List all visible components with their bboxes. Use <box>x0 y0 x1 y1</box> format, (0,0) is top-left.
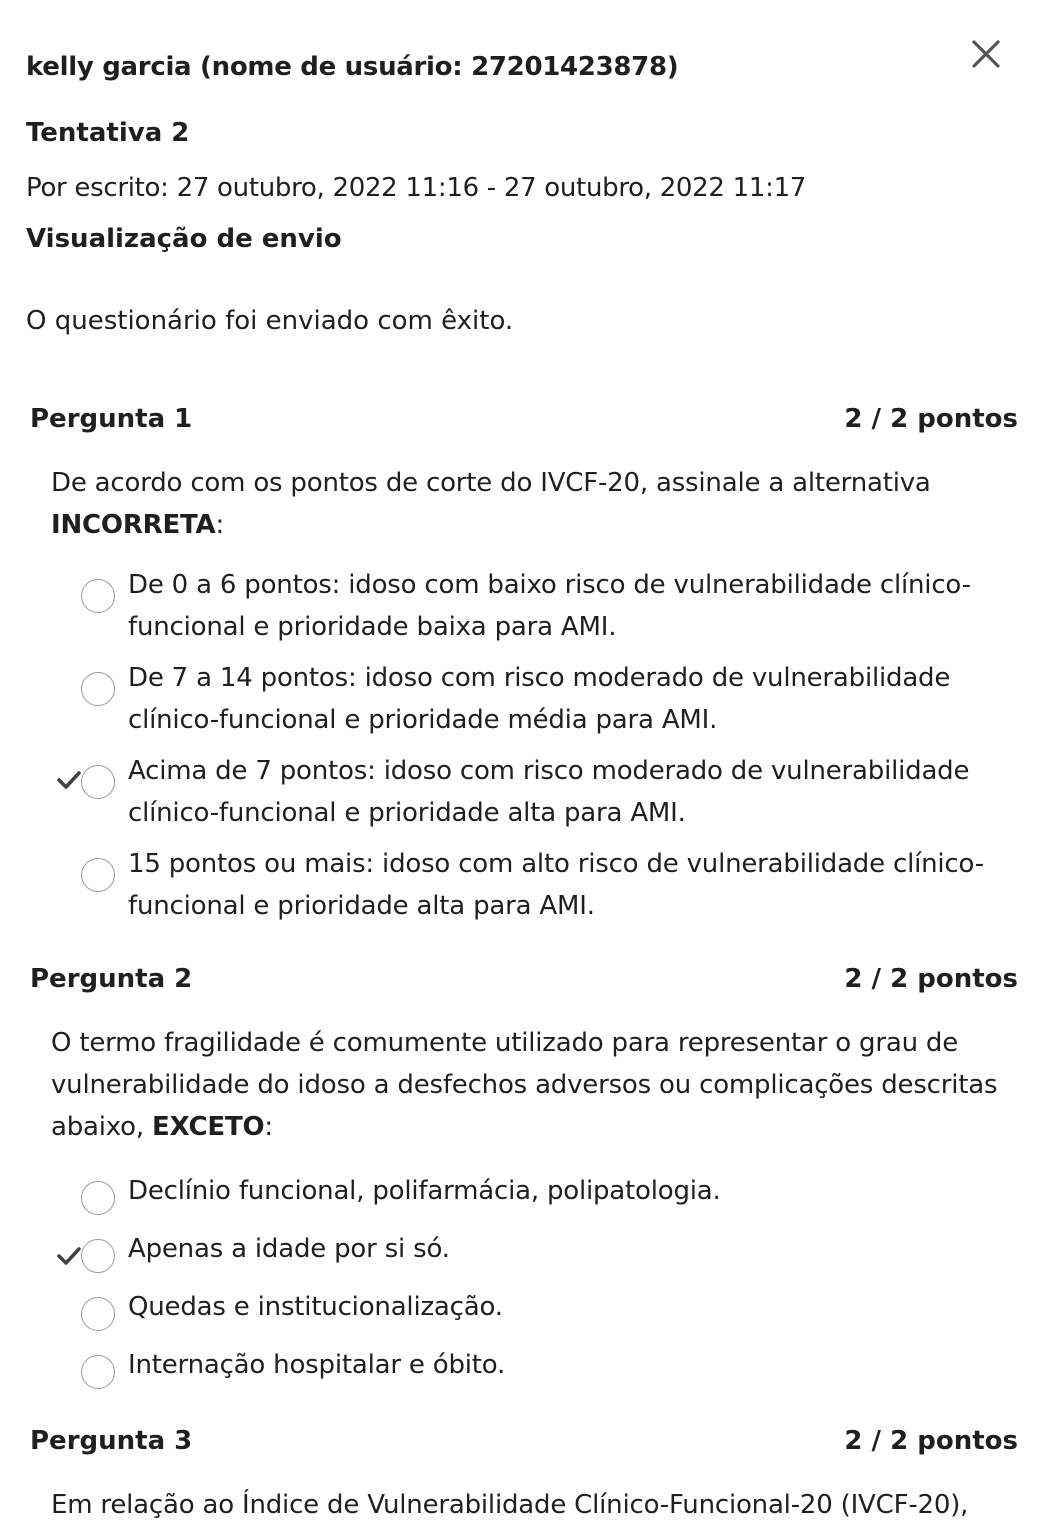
option-label: Quedas e institucionalização. <box>128 1292 503 1322</box>
question-header <box>30 404 1018 434</box>
question-text: Em relação ao Índice de Vulnerabilidade Clínico-Funcional-20 (IVCF-20), <box>51 1490 969 1520</box>
answer-option[interactable] <box>52 1286 1002 1336</box>
radio-button[interactable] <box>81 858 115 892</box>
close-icon <box>962 30 1010 78</box>
radio-button[interactable] <box>81 765 115 799</box>
checkmark-icon <box>56 770 82 790</box>
question-title: Pergunta 3 <box>30 1426 193 1456</box>
answer-option[interactable] <box>52 1344 1002 1394</box>
submission-time: Por escrito: 27 outubro, 2022 11:16 - 27 outubro, 2022 11:17 <box>26 173 807 203</box>
option-label: Acima de 7 pontos: idoso com risco moderado de vulnerabilidade clínico-funcional e prioridade alta para AMI. <box>128 756 970 828</box>
question-emphasis: INCORRETA <box>51 510 216 540</box>
radio-button[interactable] <box>81 579 115 613</box>
radio-button[interactable] <box>81 1355 115 1389</box>
radio-button[interactable] <box>81 1297 115 1331</box>
radio-button[interactable] <box>81 672 115 706</box>
answer-option[interactable] <box>52 1228 1002 1278</box>
question-score: 2 / 2 pontos <box>844 1426 1018 1456</box>
checkmark-icon <box>56 1246 82 1266</box>
success-message: O questionário foi enviado com êxito. <box>26 306 514 336</box>
option-label: Apenas a idade por si só. <box>128 1234 450 1264</box>
option-label: De 0 a 6 pontos: idoso com baixo risco de vulnerabilidade clínico-funcional e prioridade baixa para AMI. <box>128 570 971 642</box>
option-label: 15 pontos ou mais: idoso com alto risco de vulnerabilidade clínico-funcional e prioridade alta para AMI. <box>128 849 984 921</box>
question-title: Pergunta 2 <box>30 964 193 994</box>
question-header <box>30 964 1018 994</box>
preview-title: Visualização de envio <box>26 224 342 254</box>
question-text: O termo fragilidade é comumente utilizado para representar o grau de vulnerabilidade do idoso a desfechos adversos ou complicações descritas abaixo, EXCETO: <box>51 1028 998 1142</box>
question-score: 2 / 2 pontos <box>844 404 1018 434</box>
answer-option[interactable] <box>52 750 1002 840</box>
question-score: 2 / 2 pontos <box>844 964 1018 994</box>
question-header <box>30 1426 1018 1456</box>
question-title: Pergunta 1 <box>30 404 193 434</box>
radio-button[interactable] <box>81 1239 115 1273</box>
attempt-title: Tentativa 2 <box>26 118 190 148</box>
user-info: kelly garcia (nome de usuário: 27201423878) <box>26 52 679 82</box>
answer-option[interactable] <box>52 657 1002 747</box>
radio-button[interactable] <box>81 1181 115 1215</box>
option-label: Internação hospitalar e óbito. <box>128 1350 506 1380</box>
question-emphasis: EXCETO <box>152 1112 265 1142</box>
close-button[interactable] <box>962 30 1010 78</box>
option-label: Declínio funcional, polifarmácia, polipatologia. <box>128 1176 721 1206</box>
answer-option[interactable] <box>52 564 1002 654</box>
answer-option[interactable] <box>52 843 1002 933</box>
question-text: De acordo com os pontos de corte do IVCF-20, assinale a alternativa INCORRETA: <box>51 468 931 540</box>
answer-option[interactable] <box>52 1170 1002 1220</box>
option-label: De 7 a 14 pontos: idoso com risco moderado de vulnerabilidade clínico-funcional e prioridade média para AMI. <box>128 663 951 735</box>
